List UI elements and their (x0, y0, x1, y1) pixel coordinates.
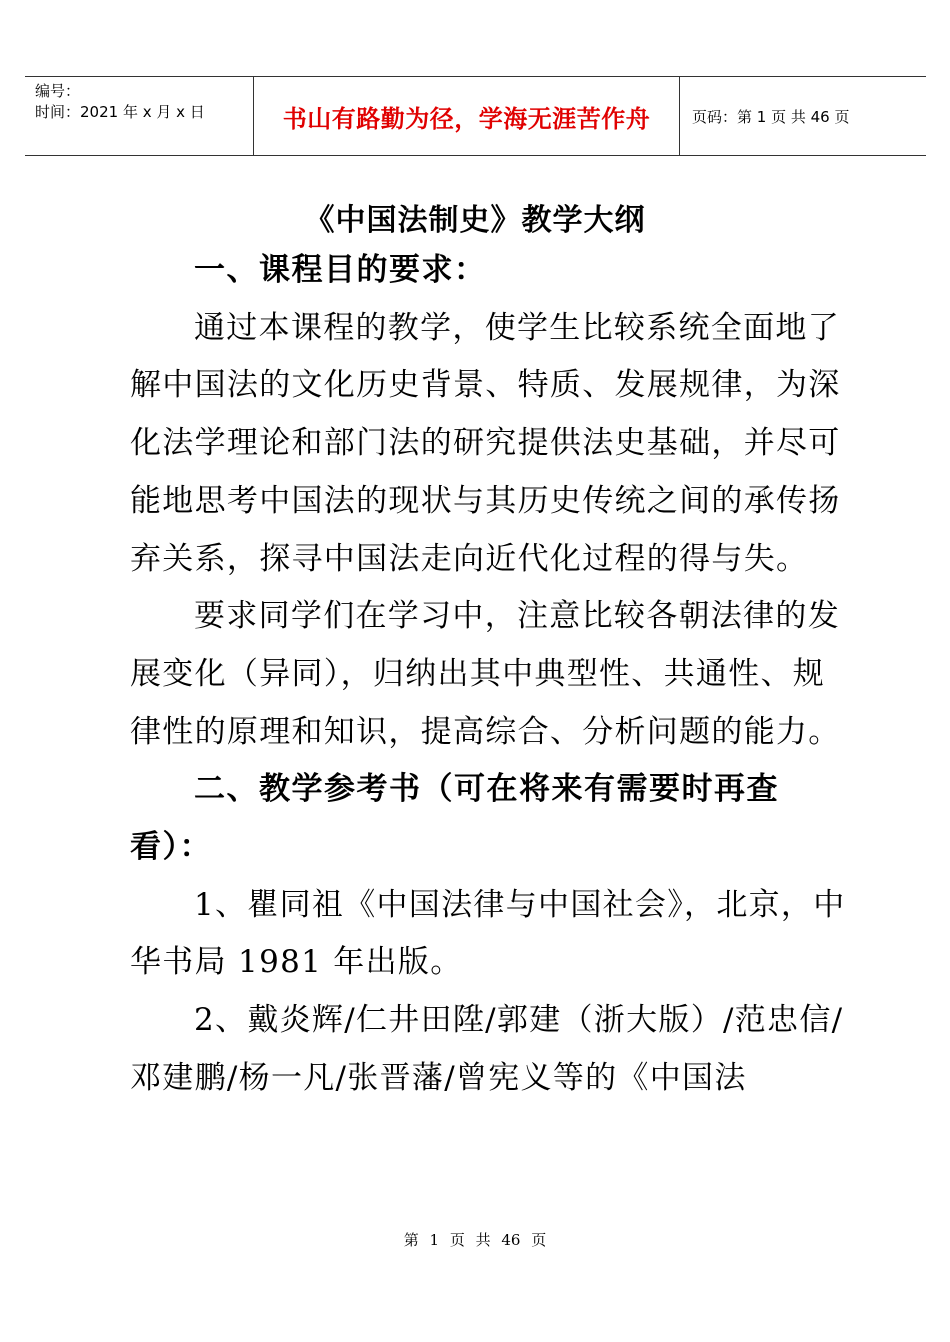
section-heading: 一、课程目的要求： (194, 252, 487, 288)
document-title: 《中国法制史》教学大纲 (304, 203, 646, 238)
paragraph: 1、瞿同祖《中国法律与中国社会》，北京，中华书局 1981 年出版。 (130, 886, 846, 981)
section-heading: 二、教学参考书（可在将来有需要时再查看）： (130, 771, 779, 866)
document-body (130, 242, 846, 1108)
paragraph: 2、戴炎辉/仁井田陞/郭建（浙大版）/范忠信/邓建鹏/杨一凡/张晋藩/曾宪义等的《中国法 (130, 1002, 844, 1096)
document-header (25, 76, 926, 156)
header-meta (25, 77, 254, 155)
number-label: 编号： (35, 82, 81, 100)
page-footer: 第 1 页 共 46 页 (403, 1231, 547, 1249)
paragraph: 通过本课程的教学，使学生比较系统全面地了解中国法的文化历史背景、特质、发展规律，为深化法学理论和部门法的研究提供法史基础，并尽可能地思考中国法的现状与其历史传统之间的承传扬弃关系，探寻中国法走向近代化过程的得与失。 (130, 309, 841, 577)
header-page-info: 页码：第 1 页 共 46 页 (692, 107, 850, 126)
time-label: 时间：2021 年 x 月 x 日 (35, 103, 205, 121)
paragraph: 要求同学们在学习中，注意比较各朝法律的发展变化（异同），归纳出其中典型性、共通性、规律性的原理和知识，提高综合、分析问题的能力。 (130, 598, 841, 750)
header-motto: 书山有路勤为径，学海无涯苦作舟 (254, 77, 680, 155)
